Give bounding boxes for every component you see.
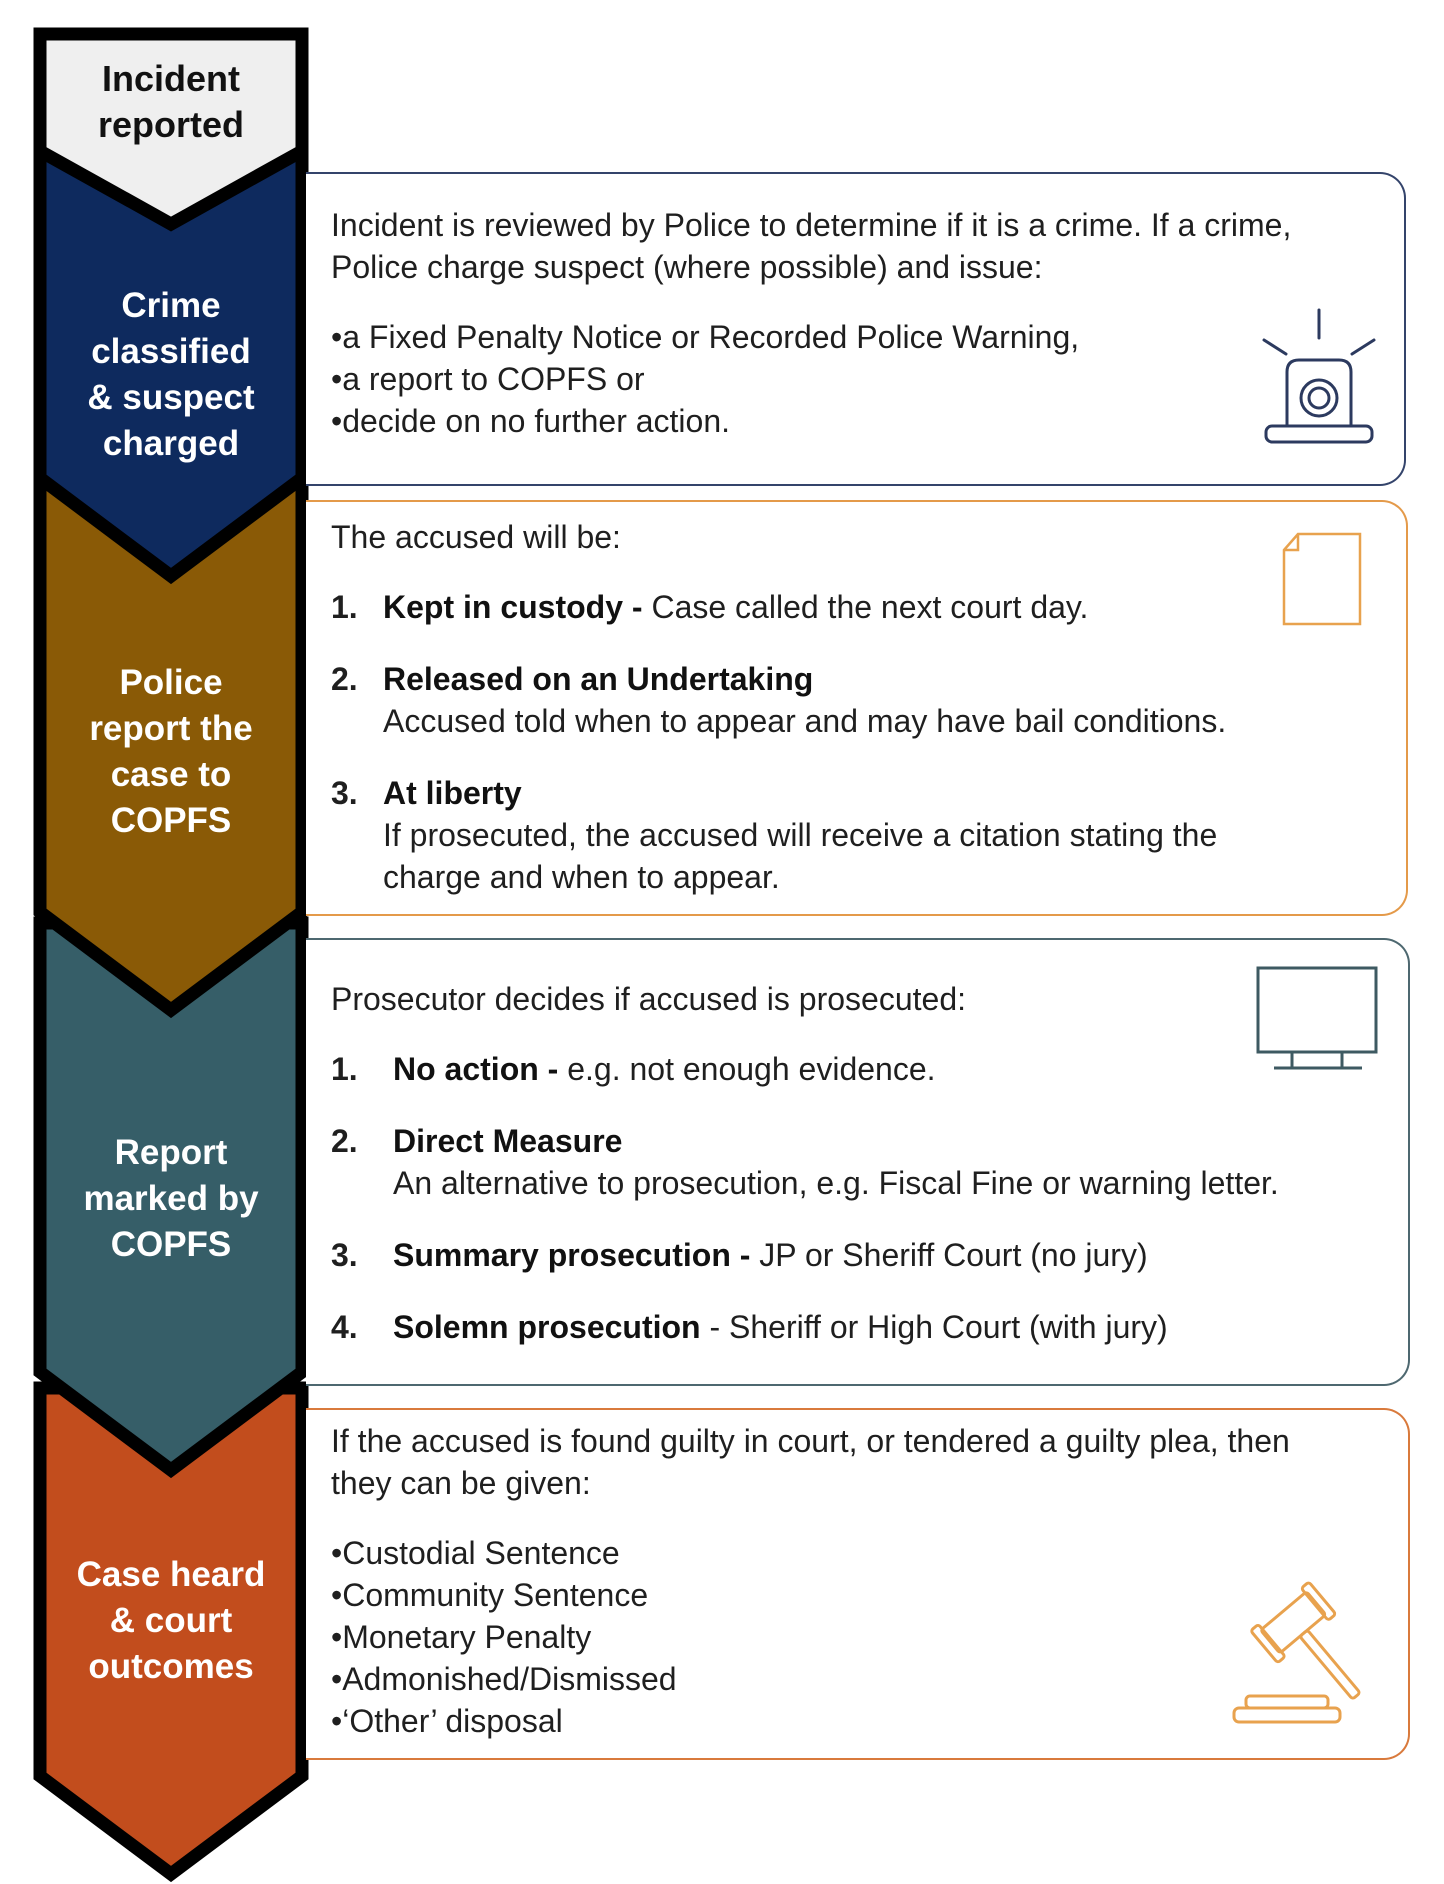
panel-copfs-list bbox=[331, 1048, 1382, 1348]
panel-police-intro: The accused will be: bbox=[331, 519, 621, 555]
stage-label-court: Case heard & court outcomes bbox=[76, 1555, 266, 1686]
item-desc: Case called the next court day. bbox=[651, 589, 1089, 625]
list-item: •a Fixed Penalty Notice or Recorded Police Warning, bbox=[331, 319, 1080, 355]
list-item bbox=[331, 1048, 1382, 1090]
list-item bbox=[331, 1120, 1382, 1204]
item-title: No action bbox=[393, 1051, 539, 1087]
item-separator: - bbox=[730, 1237, 760, 1273]
item-separator: - bbox=[623, 589, 652, 625]
panel-police-list bbox=[331, 586, 1316, 898]
item-separator: - bbox=[700, 1309, 730, 1345]
list-item: •Monetary Penalty bbox=[331, 1619, 592, 1655]
item-number: 1. bbox=[331, 1051, 358, 1087]
item-separator: - bbox=[538, 1051, 568, 1087]
list-item bbox=[331, 586, 1316, 628]
panel-report-marked bbox=[306, 938, 1410, 1386]
list-item: •Custodial Sentence bbox=[331, 1535, 620, 1571]
item-title: Kept in custody bbox=[383, 589, 624, 625]
item-desc: An alternative to prosecution, e.g. Fiscal Fine or warning letter. bbox=[393, 1165, 1279, 1201]
siren-icon bbox=[1244, 302, 1394, 462]
stage-label-crime: Crime classified & suspect charged bbox=[87, 286, 255, 463]
item-desc: Sheriff or High Court (with jury) bbox=[729, 1309, 1168, 1345]
panel-police-report bbox=[306, 500, 1408, 916]
list-item bbox=[331, 772, 1316, 898]
item-title: At liberty bbox=[383, 775, 522, 811]
list-item bbox=[331, 1234, 1382, 1276]
item-desc: e.g. not enough evidence. bbox=[567, 1051, 936, 1087]
list-item: •Admonished/Dismissed bbox=[331, 1661, 677, 1697]
list-item: •‘Other’ disposal bbox=[331, 1703, 563, 1739]
item-number: 2. bbox=[331, 661, 358, 697]
item-title: Released on an Undertaking bbox=[383, 661, 814, 697]
item-number: 1. bbox=[331, 589, 358, 625]
item-desc: JP or Sheriff Court (no jury) bbox=[759, 1237, 1148, 1273]
item-title: Direct Measure bbox=[393, 1123, 623, 1159]
item-title: Solemn prosecution bbox=[393, 1309, 701, 1345]
list-item: •a report to COPFS or bbox=[331, 361, 645, 397]
gavel-icon bbox=[1224, 1570, 1394, 1730]
item-title: Summary prosecution bbox=[393, 1237, 731, 1273]
panel-copfs-intro: Prosecutor decides if accused is prosecuted: bbox=[331, 981, 966, 1017]
list-item: •decide on no further action. bbox=[331, 403, 731, 439]
stage-label-police: Police report the case to COPFS bbox=[89, 663, 253, 840]
stage-label-copfs: Report marked by COPFS bbox=[83, 1133, 259, 1264]
list-item: •Community Sentence bbox=[331, 1577, 649, 1613]
panel-court-outcomes bbox=[306, 1408, 1410, 1760]
panel-crime-intro: Incident is reviewed by Police to determine if it is a crime. If a crime, Police charge suspect (where possible) and issue: bbox=[331, 207, 1292, 285]
item-number: 4. bbox=[331, 1309, 358, 1345]
item-desc: Accused told when to appear and may have bail conditions. bbox=[383, 703, 1227, 739]
panel-court-intro: If the accused is found guilty in court, or tendered a guilty plea, then they can be given: bbox=[331, 1423, 1290, 1501]
item-number: 3. bbox=[331, 775, 358, 811]
list-item bbox=[331, 1306, 1382, 1348]
item-number: 3. bbox=[331, 1237, 358, 1273]
item-number: 2. bbox=[331, 1123, 358, 1159]
panel-court-bullets bbox=[331, 1532, 1298, 1742]
list-item bbox=[331, 658, 1316, 742]
panel-crime-classified bbox=[306, 172, 1406, 486]
panel-crime-bullets bbox=[331, 316, 1294, 442]
item-desc: If prosecuted, the accused will receive a citation stating the charge and when to appear. bbox=[383, 817, 1218, 895]
document-icon bbox=[1276, 530, 1366, 630]
monitor-icon bbox=[1246, 964, 1386, 1074]
stage-label-incident: Incident reported bbox=[97, 58, 245, 145]
